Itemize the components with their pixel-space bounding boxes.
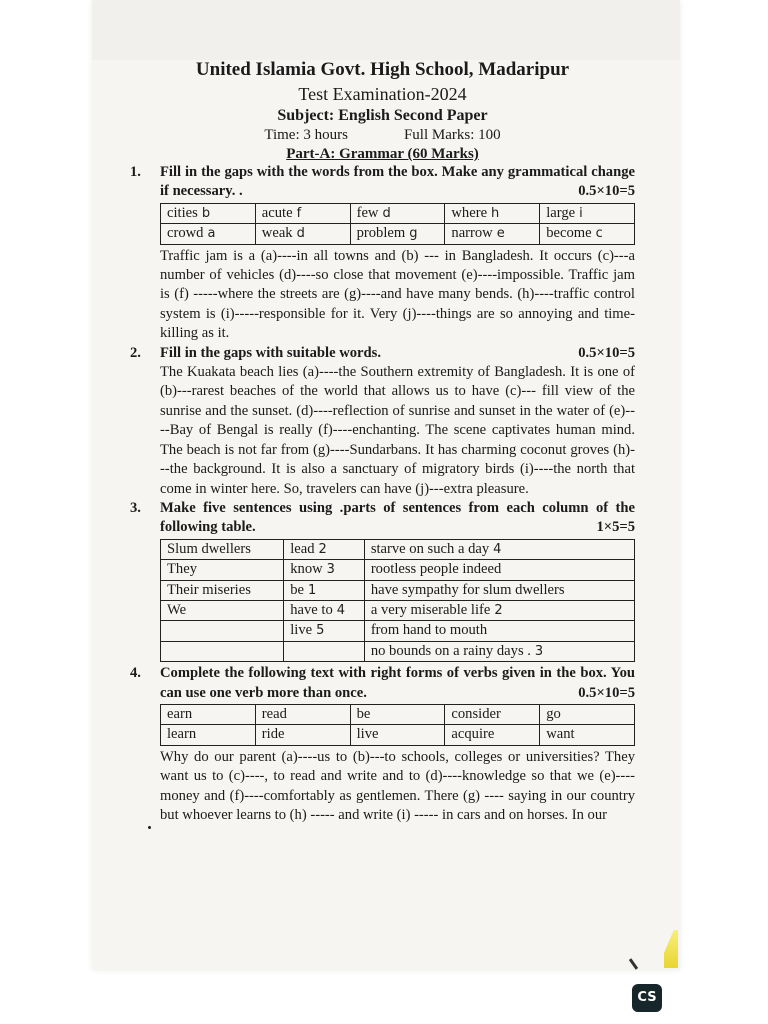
verb-cell: earn (161, 704, 256, 724)
word-box (160, 203, 635, 245)
verb-box (160, 704, 635, 746)
verb-cell: live (350, 725, 445, 745)
bullet-mark (148, 826, 151, 829)
part-heading: Part-A: Grammar (60 Marks) (286, 146, 479, 162)
word-box-row (161, 203, 635, 223)
table-cell: from hand to mouth (364, 621, 634, 641)
time-text: Time: 3 hours (264, 127, 348, 143)
table-row (161, 600, 635, 620)
table-cell: We (161, 600, 284, 620)
table-row (161, 560, 635, 580)
table-cell: a very miserable life 2 (364, 600, 634, 620)
school-name: United Islamia Govt. High School, Madaripur (195, 59, 570, 80)
verb-cell: consider (445, 704, 540, 724)
verb-cell: want (540, 725, 635, 745)
table-row (161, 621, 635, 641)
table-cell: be 1 (284, 580, 365, 600)
question-passage: Why do our parent (a)----us to (b)---to schools, colleges or universities? They want us to (c)----, to read and write and to (d)----knowledge so that we (e)----money and (f)----comfortably as gentlemen. There (g) ---- saying in our country but whoever learns to (h) ----- and write (i) ----- in cars and on horses. In our (160, 748, 635, 823)
table-row (161, 580, 635, 600)
verb-cell: learn (161, 725, 256, 745)
table-cell: live 5 (284, 621, 365, 641)
table-cell (161, 641, 284, 661)
table-cell: rootless people indeed (364, 560, 634, 580)
question-number: 4. (130, 665, 141, 682)
instruction-text: Fill in the gaps with the words from the box. Make any grammatical change if necessary. . (160, 164, 635, 200)
question-marks: 0.5×10=5 (578, 344, 635, 361)
verb-cell: acquire (445, 725, 540, 745)
camscanner-badge[interactable]: CS (632, 984, 662, 1012)
question-instruction (160, 344, 635, 363)
question-number: 1. (130, 164, 141, 180)
word-cell: crowd a (161, 224, 256, 244)
question-instruction (160, 163, 635, 202)
verb-box-row (161, 725, 635, 745)
table-cell: They (161, 560, 284, 580)
verb-cell: ride (255, 725, 350, 745)
word-cell: few d (350, 203, 445, 223)
paper-shadow (92, 0, 680, 60)
word-cell: weak d (255, 224, 350, 244)
table-cell: have to 4 (284, 600, 365, 620)
question-number: 2. (130, 344, 141, 361)
table-cell: lead 2 (284, 539, 365, 559)
table-cell: Slum dwellers (161, 539, 284, 559)
question-marks: 1×5=5 (596, 519, 635, 536)
verb-cell: read (255, 704, 350, 724)
verb-box-row (161, 704, 635, 724)
question-1 (130, 163, 635, 344)
word-cell: acute f (255, 203, 350, 223)
question-number: 3. (130, 499, 141, 516)
word-cell: problem g (350, 224, 445, 244)
word-cell: narrow e (445, 224, 540, 244)
verb-cell: be (350, 704, 445, 724)
question-passage: Traffic jam is a (a)----in all towns and (b) --- in Bangladesh. It occurs (c)---a number of vehicles (d)----so close that movement (e)----impossible. Traffic jam is (f) -----where the streets are (g)----and have many bends. (h)----traffic control system is (i)-----responsible for it. Very (j)----things are so annoying and time-killing as it. (160, 247, 635, 342)
word-box-row (161, 224, 635, 244)
instruction-text: Complete the following text with right forms of verbs given in the box. You can use one verb more than once. (160, 665, 635, 701)
question-3 (130, 499, 635, 662)
question-marks: 0.5×10=5 (578, 684, 635, 701)
instruction-text: Make five sentences using .parts of sentences from each column of the following table. (160, 499, 635, 536)
instruction-text: Fill in the gaps with suitable words. (160, 344, 381, 361)
word-cell: become c (540, 224, 635, 244)
exam-content (130, 58, 635, 825)
word-cell: cities b (161, 203, 256, 223)
table-cell: starve on such a day 4 (364, 539, 634, 559)
subject-line: Subject: English Second Paper (277, 107, 488, 124)
substitution-table (160, 539, 635, 662)
exam-title: Test Examination-2024 (298, 84, 467, 104)
table-cell: have sympathy for slum dwellers (364, 580, 634, 600)
question-passage: The Kuakata beach lies (a)----the Southern extremity of Bangladesh. It is one of (b)---rarest beaches of the world that allows us to have (c)--- fill view of the sunrise and the sunset. (d)----reflection of sunrise and sunset in the water of (e)----Bay of Bengal is really (f)----enchanting. The scene captivates human mind. The beach is not far from (g)----Sundarbans. It has charming coconut groves (h)---the background. It is also a sanctuary of migratory birds (i)----the north that come in winter here. So, travelers can have (j)---extra pleasure. (160, 364, 635, 497)
table-cell: Their miseries (161, 580, 284, 600)
table-cell (161, 621, 284, 641)
table-cell (284, 641, 365, 661)
question-4 (130, 664, 635, 825)
question-instruction (160, 499, 635, 538)
verb-cell: go (540, 704, 635, 724)
word-cell: where h (445, 203, 540, 223)
time-marks-line (130, 126, 635, 145)
question-instruction (160, 664, 635, 703)
question-2 (130, 344, 635, 499)
question-marks: 0.5×10=5 (578, 183, 635, 200)
table-cell: no bounds on a rainy days . 3 (364, 641, 634, 661)
table-row (161, 641, 635, 661)
full-marks-text: Full Marks: 100 (403, 127, 501, 143)
word-cell: large i (540, 203, 635, 223)
table-row (161, 539, 635, 559)
table-cell: know 3 (284, 560, 365, 580)
